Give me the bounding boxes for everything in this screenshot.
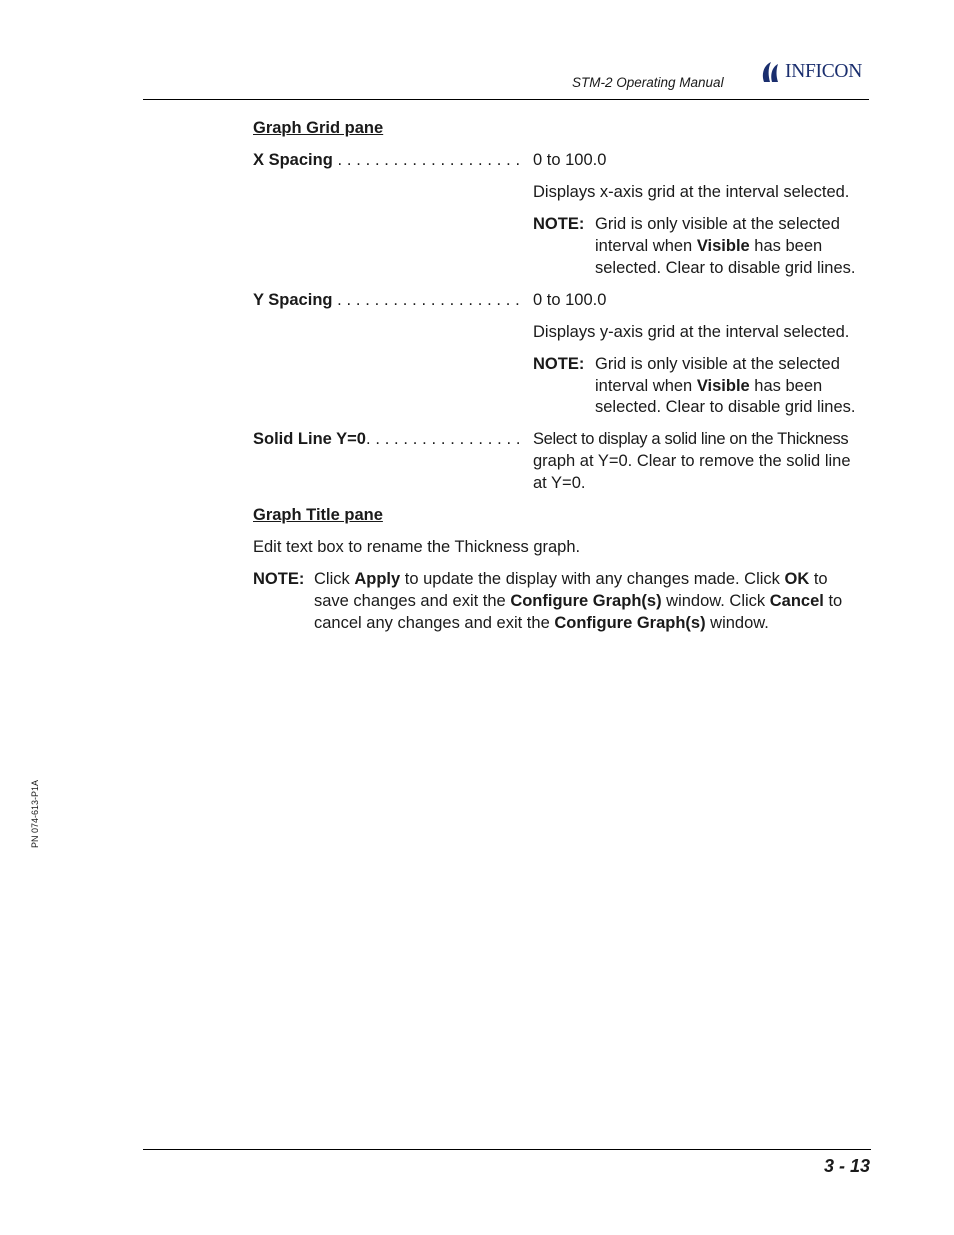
inficon-logo-icon [760,60,782,84]
fn-ok: OK [784,570,810,588]
y-spacing-value: 0 to 100.0 [533,291,607,309]
x-spacing-note-label: NOTE: [533,215,585,233]
x-spacing-term [253,149,533,171]
y-spacing-note-label: NOTE: [533,355,585,373]
x-spacing-label: X Spacing [253,151,333,169]
graph-title-text: Edit text box to rename the Thickness graph. [253,538,581,556]
final-note-line1 [314,568,828,590]
fn-l3-c: window. [705,614,769,632]
part-number: PN 074-613-P1A [30,779,40,848]
solid-line-term [253,428,533,450]
solid-line-line1: Select to display a solid line on the Thickness [533,430,849,448]
y-spacing-label: Y Spacing [253,291,333,309]
fn-l2-c: window. Click [661,592,770,610]
fn-apply: Apply [354,570,401,588]
solid-line-line3: at Y=0. [533,474,586,492]
footer-rule [143,1149,871,1150]
x-spacing-note-line3: selected. Clear to disable grid lines. [595,259,856,277]
graph-title-heading: Graph Title pane [253,506,383,524]
fn-l3-a: cancel any changes and exit the [314,614,555,632]
x-spacing-value: 0 to 100.0 [533,151,607,169]
y-note-l2-post: has been [749,377,823,395]
y-spacing-note-line1: Grid is only visible at the selected [595,355,840,373]
final-note-line2 [314,590,842,612]
x-note-l2-post: has been [749,237,823,255]
y-note-l2-pre: interval when [595,377,697,395]
fn-l1-c: to update the display with any changes made. Click [400,570,785,588]
y-spacing-term [253,289,533,311]
y-spacing-description: Displays y-axis grid at the interval selected. [533,323,850,341]
x-spacing-description: Displays x-axis grid at the interval selected. [533,183,850,201]
fn-configure-1: Configure Graph(s) [510,592,662,610]
fn-l2-a: save changes and exit the [314,592,511,610]
final-note-label: NOTE: [253,570,305,588]
solid-line-line2: graph at Y=0. Clear to remove the solid line [533,452,851,470]
x-spacing-dots: . . . . . . . . . . . . . . . . . . . . [332,151,521,169]
x-note-visible: Visible [696,237,750,255]
y-spacing-dots: . . . . . . . . . . . . . . . . . . . . [332,291,520,309]
x-spacing-note-line2 [595,235,822,257]
logo-text: INFICON [785,61,862,82]
fn-l2-e: to [823,592,843,610]
fn-cancel: Cancel [769,592,824,610]
y-spacing-note-line3: selected. Clear to disable grid lines. [595,398,856,416]
manual-title: STM-2 Operating Manual [572,75,724,90]
fn-l1-e: to [809,570,828,588]
solid-line-label: Solid Line Y=0 [253,430,366,448]
inficon-logo [760,58,862,86]
y-spacing-note-line2 [595,375,822,397]
final-note-line3 [314,612,769,634]
graph-grid-heading: Graph Grid pane [253,119,384,137]
header-rule [143,99,869,100]
solid-line-dots: . . . . . . . . . . . . . . . . . [365,430,521,448]
x-spacing-note-line1: Grid is only visible at the selected [595,215,840,233]
x-note-l2-pre: interval when [595,237,697,255]
fn-configure-2: Configure Graph(s) [554,614,706,632]
fn-l1-a: Click [314,570,355,588]
y-note-visible: Visible [696,377,750,395]
page-number: 3 - 13 [823,1156,870,1176]
